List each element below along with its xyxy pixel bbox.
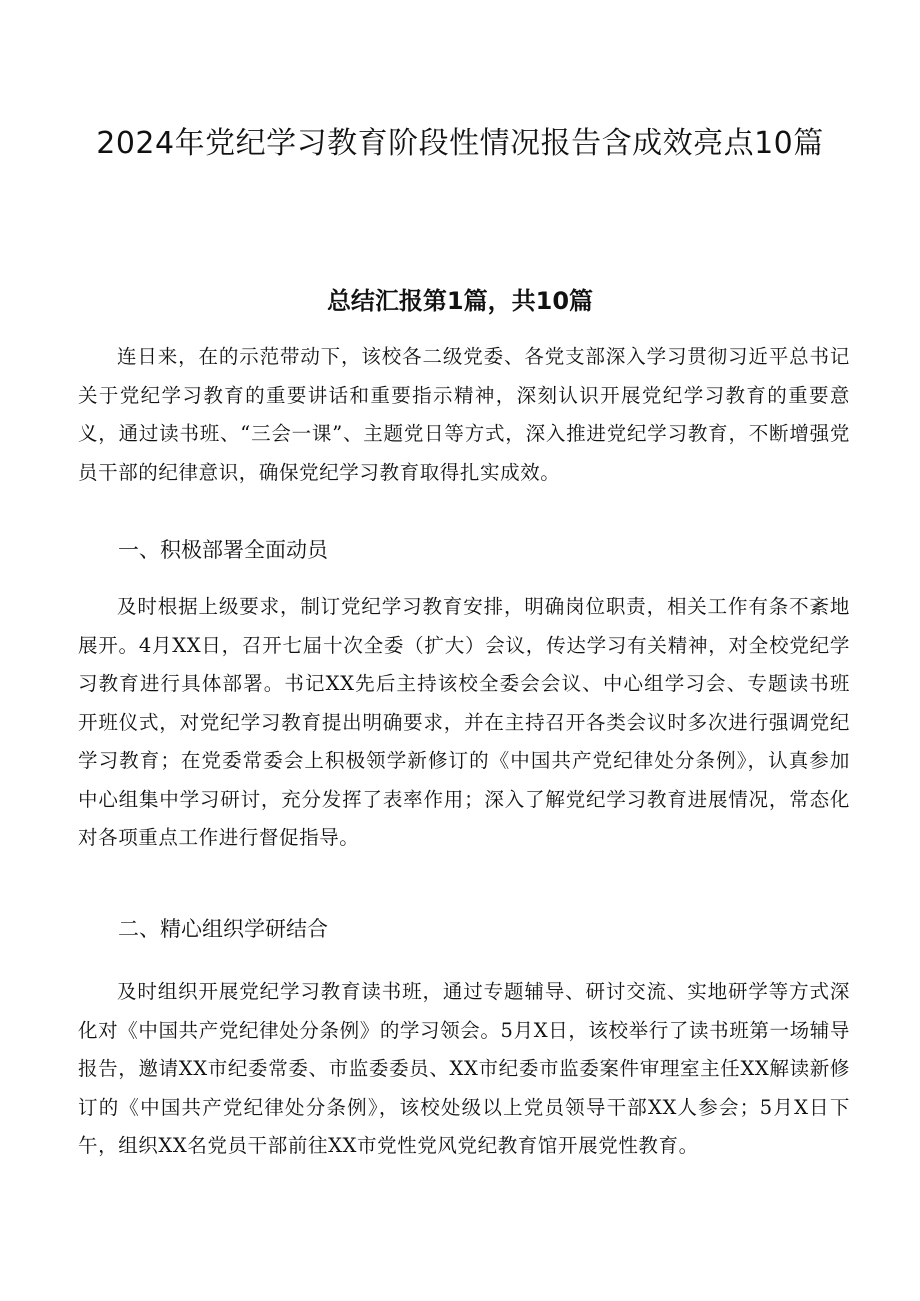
section-heading: 二、精心组织学研结合 [118, 917, 328, 941]
section-paragraph: 及时根据上级要求，制订党纪学习教育安排，明确岗位职责，相关工作有条不紊地展开。4月XX日，召开七届十次全委（扩大）会议，传达学习有关精神，对全校党纪学习教育进行具体部署。书记XX先后主持该校全委会会议、中心组学习会、专题读书班开班仪式，对党纪学习教育提出明确要求，并在主持召开各类会议时多次进行强调党纪学习教育；在党委常委会上积极领学新修订的《中国共产党纪律处分条例》，认真参加中心组集中学习研讨，充分发挥了表率作用；深入了解党纪学习教育进展情况，常态化对各项重点工作进行督促指导。 [78, 595, 850, 849]
section-heading: 一、积极部署全面动员 [118, 538, 328, 562]
document-subtitle: 总结汇报第1篇，共10篇 [326, 287, 594, 315]
section-paragraph: 及时组织开展党纪学习教育读书班，通过专题辅导、研讨交流、实地研学等方式深化对《中国共产党纪律处分条例》的学习领会。5月X日，该校举行了读书班第一场辅导报告，邀请XX市纪委常委、市监委委员、XX市纪委市监委案件审理室主任XX解读新修订的《中国共产党纪律处分条例》，该校处级以上党员领导干部XX人参会；5月X日下午，组织XX名党员干部前往XX市党性党风党纪教育馆开展党性教育。 [78, 980, 850, 1157]
document-title: 2024年党纪学习教育阶段性情况报告含成效亮点10篇 [96, 126, 824, 161]
intro-paragraph: 连日来，在的示范带动下，该校各二级党委、各党支部深入学习贯彻习近平总书记关于党纪学习教育的重要讲话和重要指示精神，深刻认识开展党纪学习教育的重要意义，通过读书班、“三会一课”、主题党日等方式，深入推进党纪学习教育，不断增强党员干部的纪律意识，确保党纪学习教育取得扎实成效。 [78, 345, 850, 484]
